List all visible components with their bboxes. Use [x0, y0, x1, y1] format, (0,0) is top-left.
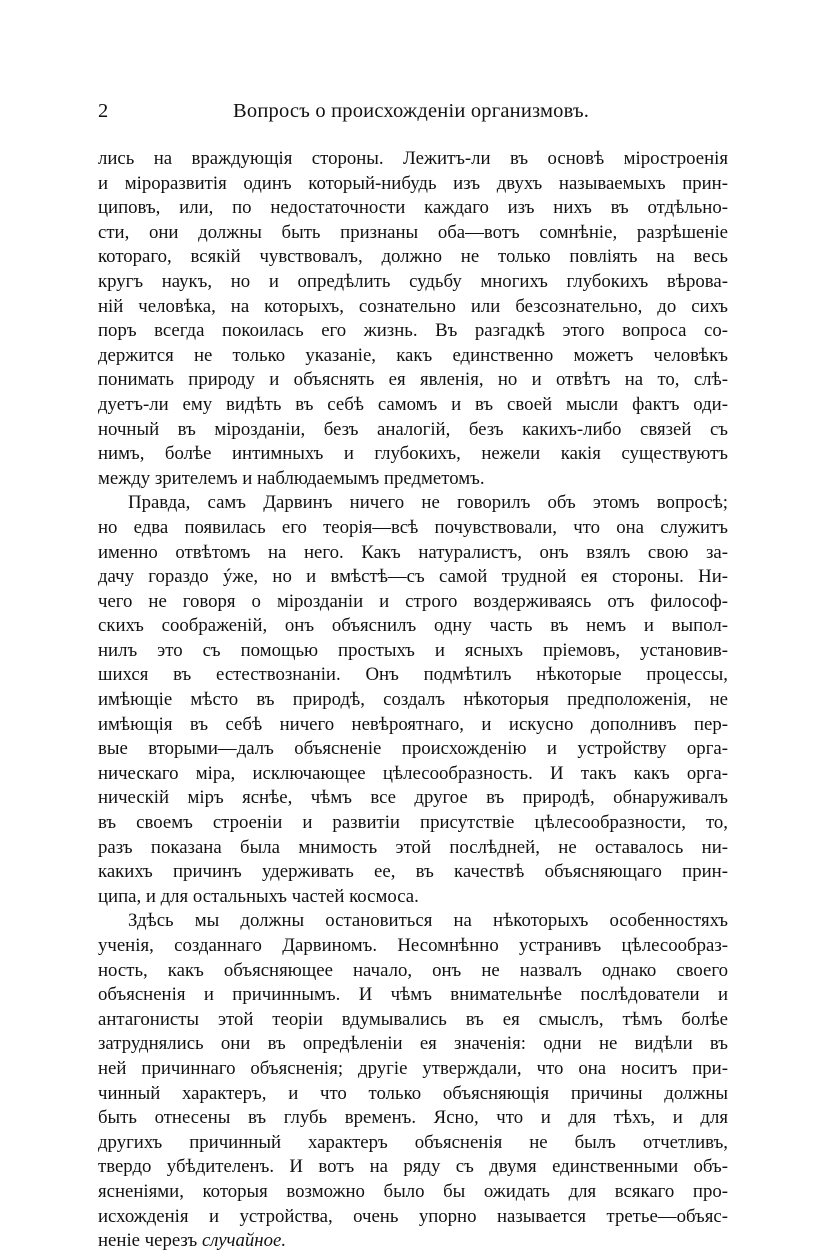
paragraph-line: антагонисты этой теоріи вдумывались въ ея смыслъ, тѣмъ болѣе	[98, 1008, 728, 1030]
final-line-text: неніе черезъ	[98, 1230, 202, 1252]
paragraph-line: лись на враждующія стороны. Лежитъ-ли въ основѣ міростроенія	[98, 148, 728, 169]
paragraph-line: дуетъ-ли ему видѣть въ себѣ самомъ и въ своей мысли фактъ оди-	[98, 393, 728, 415]
running-title: Вопросъ о происхожденіи организмовъ.	[233, 100, 590, 122]
paragraph-line: ней причиннаго объясненія; другіе утверждали, что она носитъ при-	[98, 1057, 728, 1079]
paragraph-line: затруднялись они въ опредѣленіи ея значенія: одни не видѣли въ	[98, 1033, 728, 1055]
paragraph-line: имѣющіе мѣсто въ природѣ, создалъ нѣкоторыя предположенія, не	[98, 689, 728, 711]
paragraph-line: сти, они должны быть признаны оба—вотъ сомнѣніе, разрѣшеніе	[98, 221, 728, 243]
paragraph-line: исхожденія и устройства, очень упорно называется третье—объяс-	[98, 1205, 728, 1227]
paragraph-2	[98, 491, 728, 909]
paragraph-line: имѣющія въ себѣ ничего невѣроятнаго, и искусно дополнивъ пер-	[98, 713, 728, 735]
paragraph-line: быть отнесены въ глубь временъ. Ясно, что и для тѣхъ, и для	[98, 1107, 728, 1129]
paragraph-line: скихъ соображеній, онъ объяснилъ одну часть въ немъ и выпол-	[98, 615, 728, 637]
paragraph-line: чинный характеръ, и что только объясняющія причины должны	[98, 1082, 728, 1104]
paragraph-line: Здѣсь мы должны остановиться на нѣкоторыхъ особенностяхъ	[128, 910, 728, 932]
paragraph-line: чего не говоря о мірозданіи и строго воздерживаясь отъ философ-	[98, 590, 728, 612]
paragraph-line: какихъ причинъ удерживать ее, въ качествѣ объясняющаго прин-	[98, 861, 728, 883]
paragraph-line	[98, 1229, 728, 1254]
paragraph-line: нилъ это съ помощью простыхъ и ясныхъ пріемовъ, установив-	[98, 639, 728, 661]
paragraph-line: ническій міръ яснѣе, чѣмъ все другое въ природѣ, обнаруживалъ	[98, 787, 728, 809]
italic-word: случайное.	[201, 1230, 287, 1252]
paragraph-line: вые вторыми—далъ объясненіе происхожденію и устройству орга-	[98, 738, 728, 760]
paragraph-line: поръ всегда покоилась его жизнь. Въ разгадкѣ этого вопроса со-	[98, 320, 728, 342]
paragraph-line: ночный въ мірозданіи, безъ аналогій, безъ какихъ-либо связей съ	[98, 418, 728, 440]
paragraph-line: другихъ причинный характеръ объясненія не былъ отчетливъ,	[98, 1131, 728, 1153]
paragraph-line: шихся въ естествознаніи. Онъ подмѣтилъ нѣкоторые процессы,	[98, 664, 728, 686]
paragraph-line: нимъ, болѣе интимныхъ и глубокихъ, нежели какія существуютъ	[98, 443, 728, 465]
paragraph-line: дачу гораздо ýже, но и вмѣстѣ—съ самой трудной ея стороны. Ни-	[98, 566, 728, 588]
paragraph-line: объясненія и причиннымъ. И чѣмъ внимательнѣе послѣдователи и	[98, 984, 728, 1006]
paragraph-line: котораго, всякій чувствовалъ, должно не только повліять на весь	[98, 246, 728, 268]
paragraph-line: и міроразвитія одинъ который-нибудь изъ двухъ называемыхъ прин-	[98, 172, 728, 194]
paragraph-line: циповъ, или, по недостаточности каждаго изъ нихъ въ отдѣльно-	[98, 197, 728, 219]
paragraph-1	[98, 147, 728, 491]
paragraph-3	[98, 909, 728, 1253]
paragraph-line: твердо убѣдителенъ. И вотъ на ряду съ двумя единственными объ-	[98, 1156, 728, 1178]
paragraph-line: именно отвѣтомъ на него. Какъ натуралистъ, онъ взялъ свою за-	[98, 541, 728, 563]
paragraph-line: между зрителемъ и наблюдаемымъ предметомъ.	[98, 467, 485, 489]
paragraph-line: ясненіями, которыя возможно было бы ожидать для всякаго про-	[98, 1180, 728, 1202]
paragraph-line: держится не только указаніе, какъ единственно можетъ человѣкъ	[98, 344, 728, 366]
paragraph-line: ность, какъ объясняющее начало, онъ не назвалъ однако своего	[98, 959, 728, 981]
paragraph-line: ній человѣка, на которыхъ, сознательно или безсознательно, до сихъ	[98, 295, 728, 317]
paragraph-line: ципа, и для остальныхъ частей космоса.	[98, 885, 419, 907]
paragraph-line: ническаго міра, исключающее цѣлесообразность. И такъ какъ орга-	[98, 762, 728, 784]
page-number: 2	[98, 100, 109, 122]
paragraph-line: въ своемъ строеніи и развитіи присутствіе цѣлесообразности, то,	[98, 812, 728, 834]
page-header	[98, 100, 728, 126]
paragraph-line: Правда, самъ Дарвинъ ничего не говорилъ объ этомъ вопросѣ;	[128, 492, 728, 514]
paragraph-line: понимать природу и объяснять ея явленія, но и отвѣтъ на то, слѣ-	[98, 369, 728, 391]
paragraph-line: разъ показана была мнимость этой послѣдней, не оставалось ни-	[98, 836, 728, 858]
paragraph-line: ученія, созданнаго Дарвиномъ. Несомнѣнно устранивъ цѣлесообраз-	[98, 935, 728, 956]
paragraph-line: кругъ наукъ, но и опредѣлить судьбу многихъ глубокихъ вѣрова-	[98, 270, 728, 292]
paragraph-line: но едва появилась его теорія—всѣ почувствовали, что она служитъ	[98, 516, 728, 538]
body-text	[98, 147, 728, 1254]
